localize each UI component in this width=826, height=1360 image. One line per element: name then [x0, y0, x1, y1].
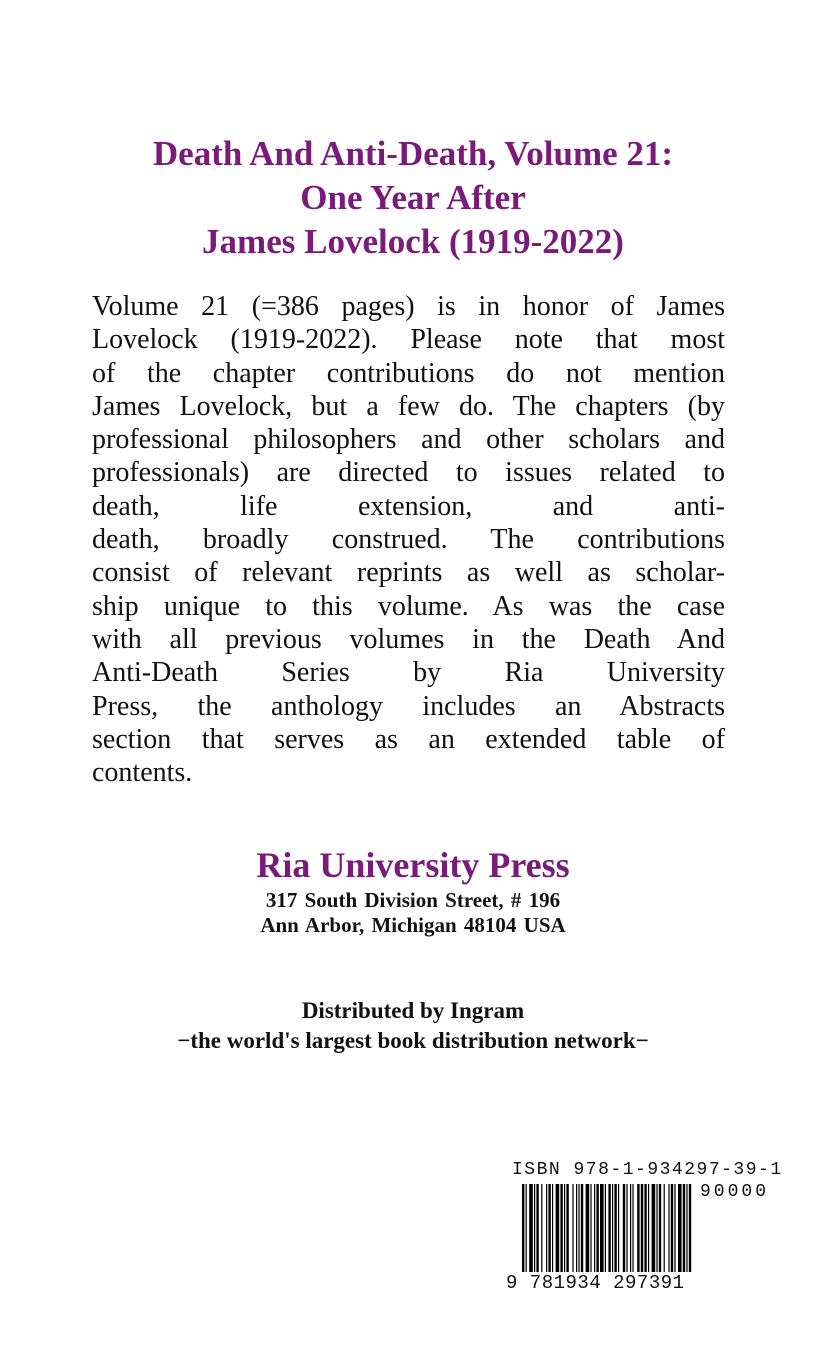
barcode-bar [529, 1184, 533, 1272]
barcode-bar [552, 1184, 553, 1272]
blurb-paragraph [92, 290, 725, 789]
barcode-bar [534, 1184, 535, 1272]
barcode-bar [632, 1184, 633, 1272]
barcode-bar [548, 1184, 550, 1272]
publisher-address-line-1: 317 South Division Street, # 196 [265, 888, 561, 912]
blurb-line: ship unique to this volume. As was the case [92, 590, 725, 622]
distributor-line: Distributed by Ingram [301, 998, 525, 1023]
barcode-bar [564, 1184, 565, 1272]
barcode-bar [560, 1184, 562, 1272]
barcode-bar [683, 1184, 685, 1272]
isbn-label: ISBN 978-1-934297-39-1 [512, 1160, 783, 1180]
barcode-bar [626, 1184, 627, 1272]
barcode-bar [600, 1184, 604, 1272]
barcode-bar [590, 1184, 591, 1272]
blurb-line: death, broadly construed. The contributions [92, 524, 725, 556]
publisher-block [0, 842, 826, 938]
blurb-line: section that serves as an extended table of [92, 723, 725, 755]
barcode-bar [522, 1184, 524, 1272]
barcode-bar [689, 1184, 691, 1272]
barcode-bar [578, 1184, 579, 1272]
title-line-2: One Year After [300, 178, 526, 217]
barcode-bar [536, 1184, 538, 1272]
barcode-bar [637, 1184, 639, 1272]
publisher-name: Ria University Press [256, 845, 570, 885]
barcode-bar [652, 1184, 656, 1272]
blurb-line: Anti-Death Series by Ria University [92, 657, 725, 689]
barcode-bar [576, 1184, 577, 1272]
barcode-bar [656, 1184, 657, 1272]
blurb-line: of the chapter contributions do not mention [92, 357, 725, 389]
barcode-bar [541, 1184, 542, 1272]
barcode-bar [614, 1184, 616, 1272]
barcode-bar [686, 1184, 687, 1272]
barcode-bar [659, 1184, 661, 1272]
barcode-bar [612, 1184, 613, 1272]
blurb-line: Lovelock (1919-2022). Please note that most [92, 324, 725, 356]
barcode-bar [623, 1184, 625, 1272]
blurb-line: contents. [92, 757, 193, 789]
barcode-bar [608, 1184, 610, 1272]
barcode-bar [644, 1184, 646, 1272]
blurb-line: with all previous volumes in the Death And [92, 623, 725, 655]
barcode-bar [664, 1184, 665, 1272]
barcode-bar [641, 1184, 643, 1272]
barcode-bar [605, 1184, 606, 1272]
title-line-1: Death And Anti-Death, Volume 21: [152, 134, 674, 173]
barcode-bar [526, 1184, 527, 1272]
blurb-line: professional philosophers and other scholars and [92, 424, 725, 456]
blurb-line: professionals) are directed to issues related to [92, 457, 725, 489]
blurb-line: Press, the anthology includes an Abstracts [92, 690, 725, 722]
barcode-bar [556, 1184, 560, 1272]
title-line-3: James Lovelock (1919-2022) [202, 222, 624, 261]
blurb-line: death, life extension, and anti- [92, 490, 725, 522]
publisher-address-line-2: Ann Arbor, Michigan 48104 USA [260, 913, 566, 937]
barcode-bar [648, 1184, 649, 1272]
barcode-bar [566, 1184, 568, 1272]
barcode-bar [572, 1184, 573, 1272]
distributor-tagline: −the world's largest book distribution network− [177, 1028, 649, 1053]
price-code: 90000 [700, 1182, 770, 1202]
barcode-bar [678, 1184, 682, 1272]
isbn-barcode [506, 1160, 783, 1300]
blurb-line: consist of relevant reprints as well as scholar- [92, 557, 725, 589]
barcode-bar [630, 1184, 631, 1272]
barcode-bar [546, 1184, 547, 1272]
blurb-line: Volume 21 (=386 pages) is in honor of James [92, 291, 725, 322]
barcode-bar [674, 1184, 675, 1272]
barcode-bars [522, 1184, 694, 1272]
barcode-bar [586, 1184, 590, 1272]
barcode-bar [581, 1184, 583, 1272]
barcode-bar [671, 1184, 673, 1272]
barcode-bar [668, 1184, 669, 1272]
blurb-line: James Lovelock, but a few do. The chapters (by [92, 390, 725, 422]
ean-digits: 9 781934 297391 [506, 1272, 685, 1294]
book-title [0, 132, 826, 264]
barcode-bar [594, 1184, 595, 1272]
distribution-block [0, 996, 826, 1056]
barcode-bar [596, 1184, 598, 1272]
barcode-bar [618, 1184, 619, 1272]
